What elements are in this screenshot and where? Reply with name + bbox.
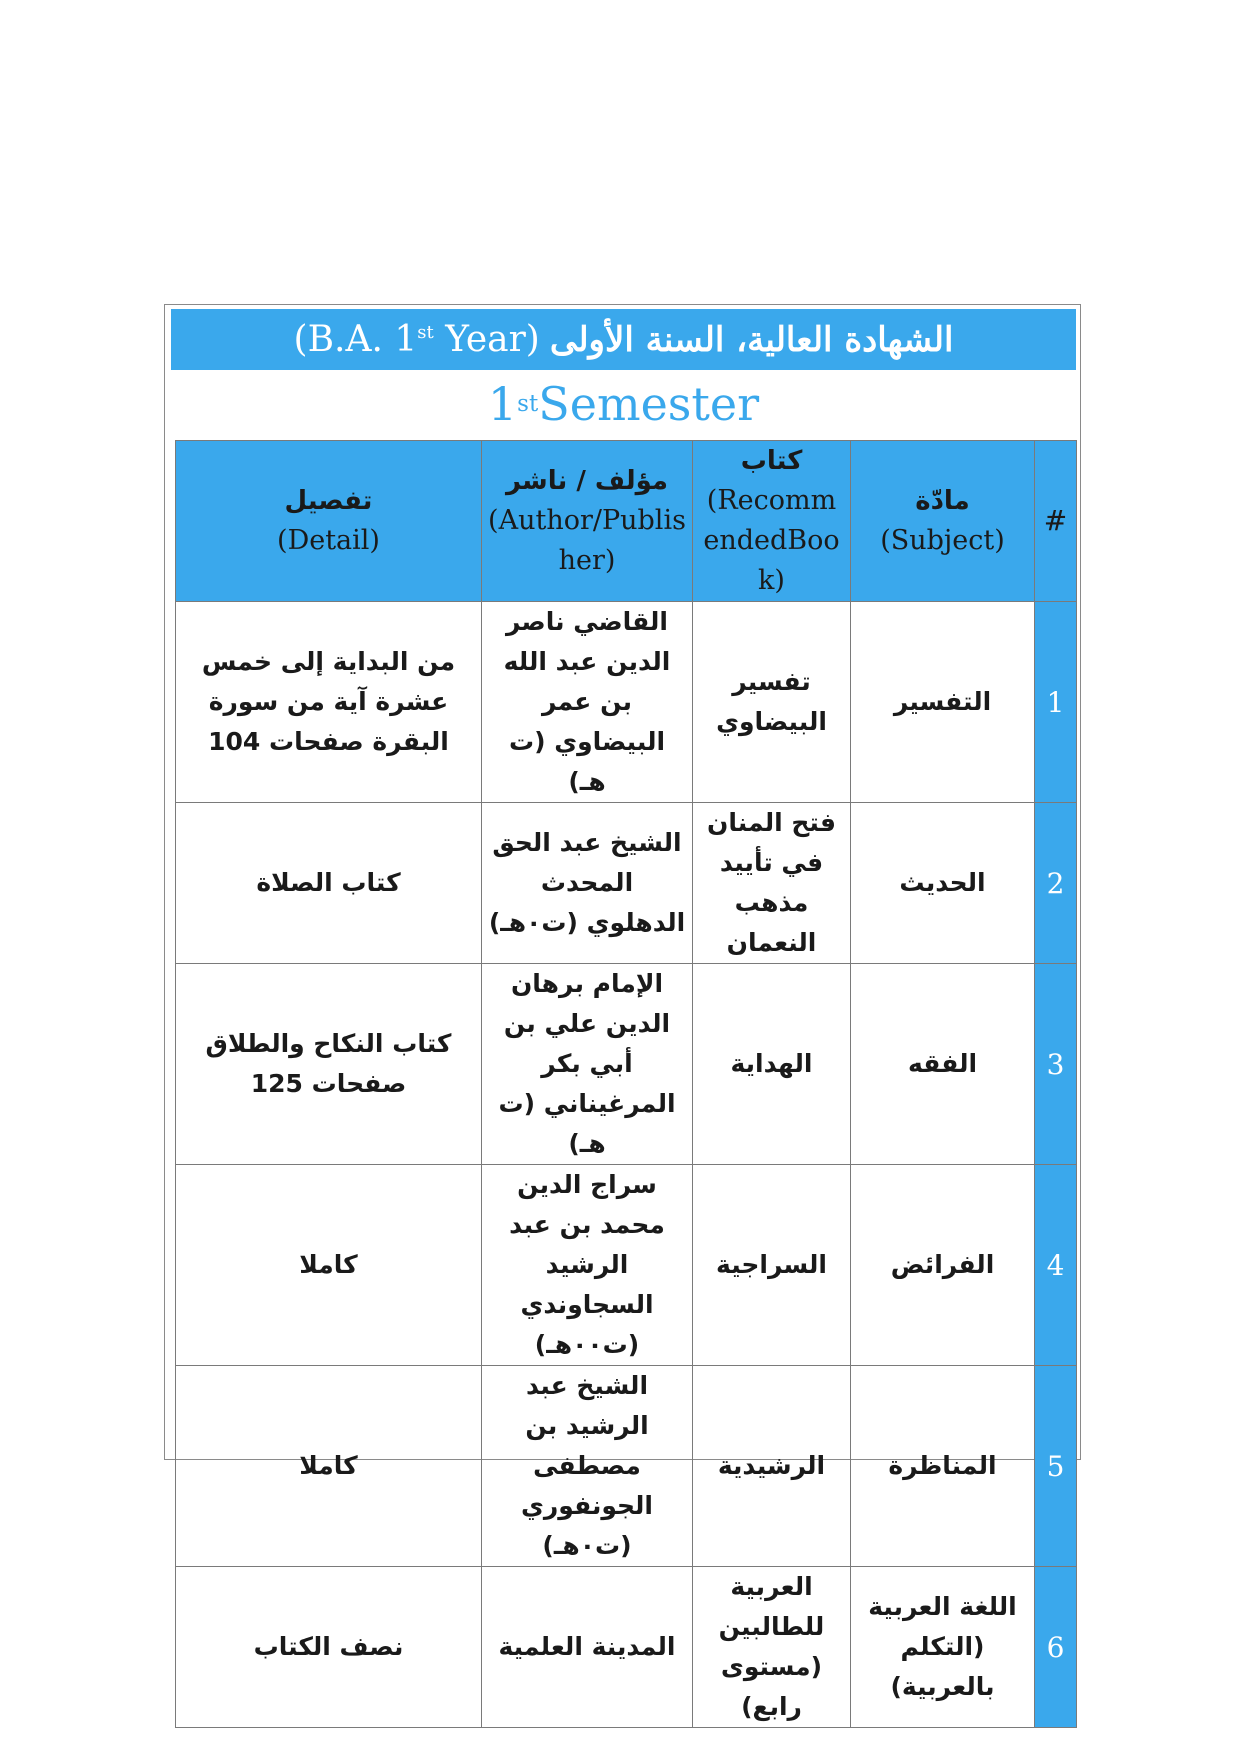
cell-subject: الفرائض	[851, 1165, 1035, 1366]
title-english-sup: st	[417, 322, 434, 343]
column-header-detail	[176, 441, 482, 602]
cell-author: القاضي ناصر الدين عبد الله بن عمر البيضاوي (ت هـ)	[482, 602, 693, 803]
cell-subject: اللغة العربية (التكلم بالعربية)	[851, 1567, 1035, 1728]
column-header-author-en: (Author/Publisher)	[488, 505, 686, 576]
column-header-subject-ar: مادّة	[915, 486, 970, 516]
cell-subject: الفقه	[851, 964, 1035, 1165]
cell-number: 6	[1035, 1567, 1077, 1728]
cell-author: سراج الدين محمد بن عبد الرشيد السجاوندي (ت٠٠هـ)	[482, 1165, 693, 1366]
cell-book: الهداية	[693, 964, 851, 1165]
title-english	[294, 319, 540, 360]
table-row	[176, 803, 1077, 964]
column-header-subject	[851, 441, 1035, 602]
curriculum-table	[175, 440, 1077, 1728]
cell-detail: كتاب الصلاة	[176, 803, 482, 964]
cell-number: 2	[1035, 803, 1077, 964]
column-header-book-en: (RecommendedBook)	[703, 485, 840, 596]
cell-subject: المناظرة	[851, 1366, 1035, 1567]
cell-number: 3	[1035, 964, 1077, 1165]
table-row	[176, 1165, 1077, 1366]
cell-subject: التفسير	[851, 602, 1035, 803]
cell-book: الرشيدية	[693, 1366, 851, 1567]
column-header-detail-en: (Detail)	[277, 525, 380, 556]
cell-detail: كاملا	[176, 1366, 482, 1567]
column-header-subject-en: (Subject)	[880, 525, 1005, 556]
semester-heading: 1 st Semester	[487, 377, 760, 431]
cell-detail: نصف الكتاب	[176, 1567, 482, 1728]
column-header-book	[693, 441, 851, 602]
title-english-prefix: (B.A. 1	[293, 319, 418, 360]
column-header-detail-ar: تفصيل	[284, 486, 373, 516]
column-header-book-ar: كتاب	[740, 446, 803, 476]
cell-detail: كاملا	[176, 1165, 482, 1366]
cell-book: تفسير البيضاوي	[693, 602, 851, 803]
cell-book: السراجية	[693, 1165, 851, 1366]
cell-number: 5	[1035, 1366, 1077, 1567]
table-row	[176, 1567, 1077, 1728]
cell-number: 1	[1035, 602, 1077, 803]
table-row	[176, 1366, 1077, 1567]
column-header-number: #	[1035, 441, 1077, 602]
cell-subject: الحديث	[851, 803, 1035, 964]
cell-number: 4	[1035, 1165, 1077, 1366]
cell-book: فتح المنان في تأييد مذهب النعمان	[693, 803, 851, 964]
semester-number: 1	[487, 377, 518, 431]
cell-detail: كتاب النكاح والطلاق صفحات 125	[176, 964, 482, 1165]
column-header-author	[482, 441, 693, 602]
title-arabic: الشهادة العالية، السنة الأولى	[549, 319, 954, 360]
cell-book: العربية للطالبين (مستوى رابع)	[693, 1567, 851, 1728]
column-header-author-ar: مؤلف / ناشر	[506, 466, 668, 496]
cell-author: الشيخ عبد الحق المحدث الدهلوي (ت٠هـ)	[482, 803, 693, 964]
table-row	[176, 964, 1077, 1165]
semester-label: Semester	[538, 377, 760, 431]
table-row	[176, 602, 1077, 803]
cell-detail: من البداية إلى خمس عشرة آية من سورة البقرة صفحات 104	[176, 602, 482, 803]
cell-author: المدينة العلمية	[482, 1567, 693, 1728]
title-english-suffix: Year)	[433, 319, 540, 360]
cell-author: الشيخ عبد الرشيد بن مصطفى الجونفوري (ت٠هـ)	[482, 1366, 693, 1567]
table-header-row	[176, 441, 1077, 602]
cell-author: الإمام برهان الدين علي بن أبي بكر المرغيناني (ت هـ)	[482, 964, 693, 1165]
title-bar	[171, 309, 1076, 370]
